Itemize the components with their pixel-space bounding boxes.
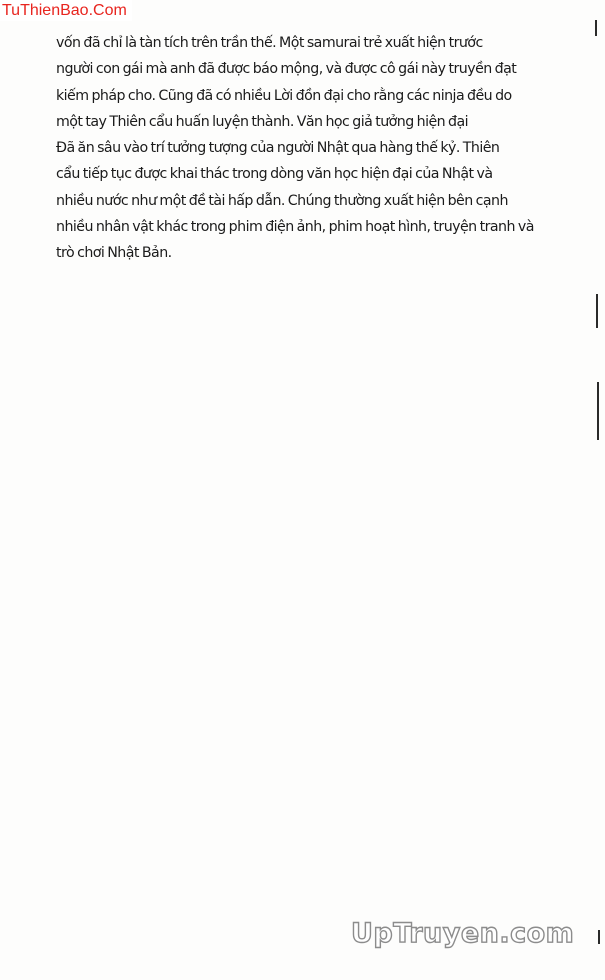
scan-edge-mark [598, 930, 600, 944]
body-text [56, 30, 582, 267]
text-line: nhiều nhân vật khác trong phim điện ảnh, phim hoạt hình, truyện tranh và [56, 219, 534, 236]
watermark: UpTruyen.com [351, 918, 575, 949]
text-line: Đã ăn sâu vào trí tưởng tượng của người Nhật qua hàng thế kỷ. Thiên [56, 140, 500, 157]
scan-edge-mark [597, 382, 599, 440]
text-line: cẩu tiếp tục được khai thác trong dòng văn học hiện đại của Nhật và [56, 166, 493, 183]
text-line: kiếm pháp cho. Cũng đã có nhiều Lời đồn đại cho rằng các ninja đều do [56, 87, 512, 104]
scan-edge-mark [596, 294, 598, 328]
text-line: người con gái mà anh đã được báo mộng, và được cô gái này truyền đạt [56, 61, 517, 78]
text-line: vốn đã chỉ là tàn tích trên trần thế. Một samurai trẻ xuất hiện trước [56, 35, 483, 51]
text-line: nhiều nước như một đề tài hấp dẫn. Chúng thường xuất hiện bên cạnh [56, 192, 508, 209]
text-line: một tay Thiên cẩu huấn luyện thành. Văn học giả tưởng hiện đại [56, 113, 469, 130]
scan-edge-mark [595, 20, 597, 36]
site-label: TuThienBao.Com [0, 0, 132, 21]
text-line: trò chơi Nhật Bản. [56, 245, 172, 262]
